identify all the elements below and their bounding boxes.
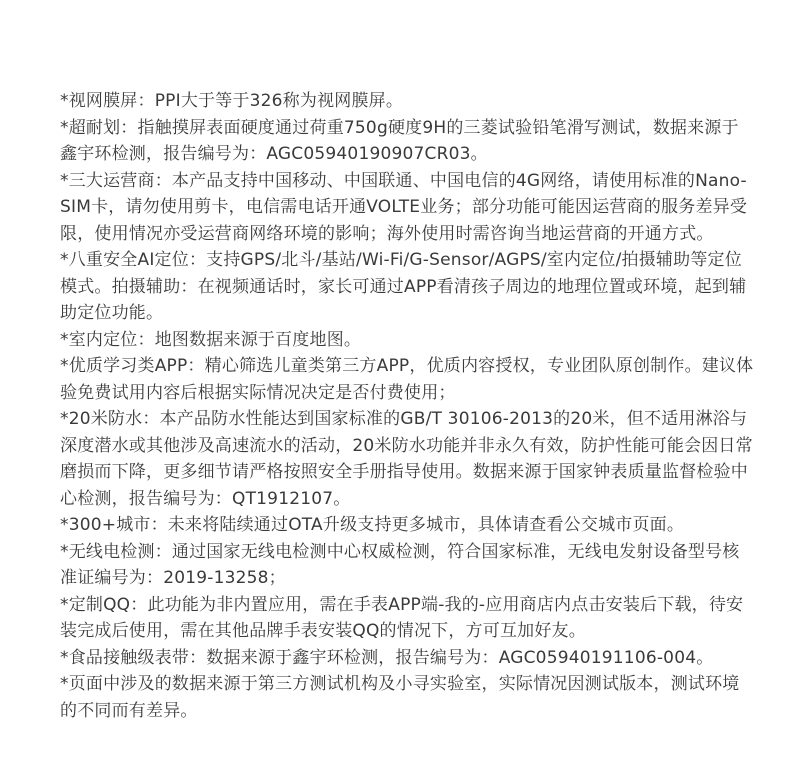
note-ai-positioning: *八重安全AI定位：支持GPS/北斗/基站/Wi-Fi/G-Sensor/AGPS/室内定位/拍摄辅助等定位模式。拍摄辅助：在视频通话时，家长可通过APP看清孩子周边的地理位置或环境，起到辅助定位功能。 [60,250,747,323]
note-cities: *300+城市：未来将陆续通过OTA升级支持更多城市，具体请查看公交城市页面。 [60,515,685,535]
note-data-sources: *页面中涉及的数据来源于第三方测试机构及小寻实验室，实际情况因测试版本，测试环境的不同而有差异。 [60,674,740,721]
note-carriers: *三大运营商：本产品支持中国移动、中国联通、中国电信的4G网络，请使用标准的Nano-SIM卡，请勿使用剪卡，电信需电话开通VOLTE业务；部分功能可能因运营商的服务差异受限，使用情况亦受运营商网络环境的影响；海外使用时需咨询当地运营商的开通方式。 [60,170,748,244]
note-indoor-positioning: *室内定位：地图数据来源于百度地图。 [60,329,362,350]
note-learning-apps: *优质学习类APP：精心筛选儿童类第三方APP，优质内容授权，专业团队原创制作。建议体验免费试用内容后根据实际情况决定是否付费使用； [60,356,754,403]
note-retina-screen: *视网膜屏：PPI大于等于326称为视网膜屏。 [60,91,404,111]
note-waterproof: *20米防水：本产品防水性能达到国家标准的GB/T 30106-2013的20米，但不适用淋浴与深度潜水或其他涉及高速流水的活动，20米防水功能并非永久有效，防护性能可能会因日常磨损而下降，更多细节请严格按照安全手册指导使用。数据来源于国家钟表质量监督检验中心检测，报告编号为：QT1912107。 [60,409,753,509]
note-custom-qq: *定制QQ：此功能为非内置应用，需在手表APP端-我的-应用商店内点击安装后下载，待安装完成后使用，需在其他品牌手表安装QQ的情况下，方可互加好友。 [60,594,744,641]
note-radio-certification: *无线电检测：通过国家无线电检测中心权威检测，符合国家标准，无线电发射设备型号核准证编号为：2019-13258； [60,541,740,588]
disclaimer-notes [60,88,755,724]
note-food-grade-strap: *食品接触级表带：数据来源于鑫宇环检测，报告编号为：AGC05940191106-004。 [60,647,714,668]
note-scratch-resistance: *超耐划：指触摸屏表面硬度通过荷重750g硬度9H的三菱试验铅笔滑写测试，数据来源于鑫宇环检测，报告编号为：AGC05940190907CR03。 [60,117,739,164]
